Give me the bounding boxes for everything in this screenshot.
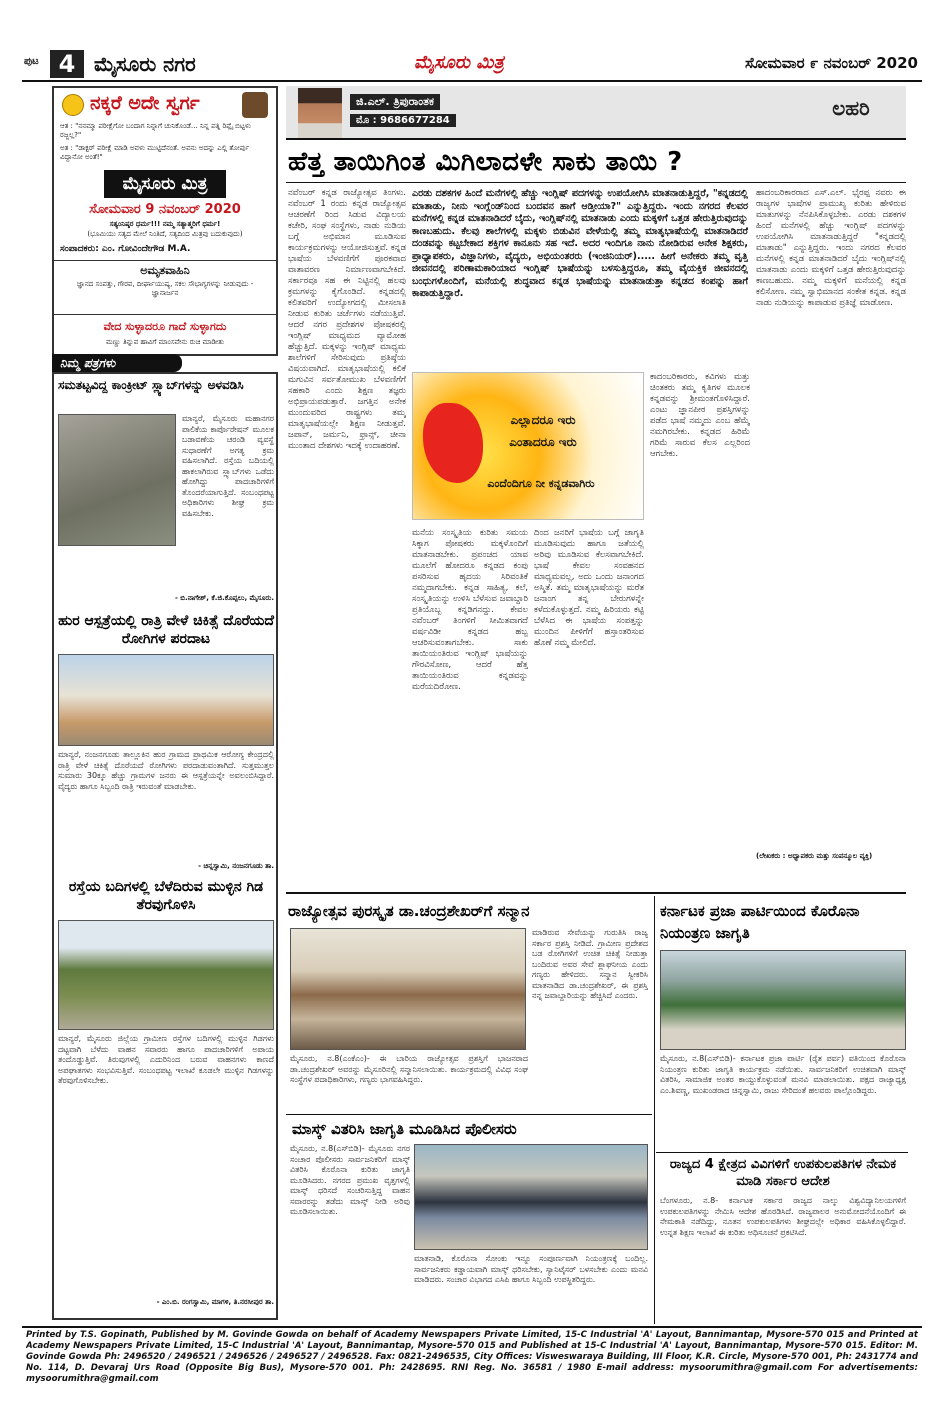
divider	[286, 1114, 652, 1115]
paper-box-tagline-2: (ಭೂಮಿಯು ಸತ್ಯದ ಮೇಲೆ ನಿಂತಿದೆ, ಸತ್ಯದಿಂದ ಮಿತ್ರವು ಬದುಕುವುದು)	[87, 230, 243, 238]
news-2-body: ಮೈಸೂರು, ನ.8(ಎಸ್‌ಬಿಡಿ)- ಕರ್ನಾಟಕ ಪ್ರಜಾ ಪಾರ್ಟಿ (ರೈತ ಪರ್ವ) ವತಿಯಿಂದ ಕೊರೊನಾ ನಿಯಂತ್ರಣ ಕುರಿತು ಜಾಗೃತಿ ಕಾರ್ಯಕ್ರಮ ನಡೆಯಿತು. ಸಾರ್ವಜನಿಕರಿಗೆ ಉಚಿತವಾಗಿ ಮಾಸ್ಕ್ ವಿತರಿಸಿ, ಸಾಮಾಜಿಕ ಅಂತರ ಕಾಯ್ದುಕೊಳ್ಳುವಂತೆ ಮನವಿ ಮಾಡಲಾಯಿತು. ಪಕ್ಷದ ರಾಜ್ಯಾಧ್ಯಕ್ಷ ಎಂ.ಶಿವಣ್ಣ, ಮುಖಂಡರಾದ ಚಿನ್ನಸ್ವಾಮಿ, ರಾಜು ಸೇರಿದಂತೆ ಹಲವರು ಪಾಲ್ಗೊಂಡಿದ್ದರು.	[660, 1054, 906, 1095]
letter-1-headline: ಸಮತಟ್ಟವಿದ್ದ ಕಾಂಕ್ರೀಟ್ ಸ್ಲ್ಯಾಬ್‌ಗಳನ್ನು ಅಳವಡಿಸಿ	[58, 378, 244, 392]
column-author-note: (ಲೇಖಕರು : ಅಧ್ಯಾಪಕರು ಮತ್ತು ಸಂಪನ್ಮೂಲ ವ್ಯಕ್ತಿ)	[756, 852, 873, 860]
kannada-graphic	[412, 372, 644, 520]
news-4-body-2: ಮಾತನಾಡಿ, ಕೊರೊನಾ ಸೋಂಕು ಇನ್ನೂ ಸಂಪೂರ್ಣವಾಗಿ ನಿಯಂತ್ರಣಕ್ಕೆ ಬಂದಿಲ್ಲ. ಸಾರ್ವಜನಿಕರು ಕಡ್ಡಾಯವಾಗಿ ಮಾಸ್ಕ್ ಧರಿಸಬೇಕು, ಸ್ಯಾನಿಟೈಸರ್ ಬಳಸಬೇಕು ಎಂದು ಮನವಿ ಮಾಡಿದರು. ಸಂಚಾರ ವಿಭಾಗದ ಎಸಿಪಿ ಹಾಗೂ ಸಿಬ್ಬಂದಿ ಉಪಸ್ಥಿತರಿದ್ದರು.	[414, 1254, 648, 1284]
news-3-body: ಬೆಂಗಳೂರು, ನ.8- ಕರ್ನಾಟಕ ಸರ್ಕಾರ ರಾಜ್ಯದ ನಾಲ್ಕು ವಿಶ್ವವಿದ್ಯಾನಿಲಯಗಳಿಗೆ ಉಪಕುಲಪತಿಗಳನ್ನು ನೇಮಿಸಿ ಆದೇಶ ಹೊರಡಿಸಿದೆ. ರಾಜ್ಯಪಾಲರ ಅನುಮೋದನೆಯೊಂದಿಗೆ ಈ ನೇಮಕಾತಿ ನಡೆದಿದ್ದು, ನೂತನ ಉಪಕುಲಪತಿಗಳು ಶೀಘ್ರದಲ್ಲೇ ಅಧಿಕಾರ ವಹಿಸಿಕೊಳ್ಳಲಿದ್ದಾರೆ. ಉನ್ನತ ಶಿಕ್ಷಣ ಇಲಾಖೆ ಈ ಕುರಿತು ಅಧಿಸೂಚನೆ ಪ್ರಕಟಿಸಿದೆ.	[660, 1196, 906, 1237]
section-title: ಮೈಸೂರು ನಗರ	[94, 52, 196, 76]
column-body-4: ಕಾದಂಬರಿಕಾರರು, ಕವಿಗಳು ಮತ್ತು ಚಿಂತಕರು ತಮ್ಮ ಕೃತಿಗಳ ಮೂಲಕ ಕನ್ನಡವನ್ನು ಶ್ರೀಮಂತಗೊಳಿಸಿದ್ದಾರೆ. ಎಂಟು ಜ್ಞಾನಪೀಠ ಪ್ರಶಸ್ತಿಗಳನ್ನು ಪಡೆದ ಭಾಷೆ ನಮ್ಮದು ಎಂಬ ಹೆಮ್ಮೆ ನಮಗಿರಬೇಕು. ಕನ್ನಡದ ಹಿರಿಮೆ ಗರಿಮೆ ಸಾರುವ ಕೆಲಸ ಎಲ್ಲರಿಂದ ಆಗಬೇಕು.	[650, 372, 750, 459]
news-1-body-2: ಮಾಡಿರುವ ಸೇವೆಯನ್ನು ಗುರುತಿಸಿ ರಾಜ್ಯ ಸರ್ಕಾರ ಪ್ರಶಸ್ತಿ ನೀಡಿದೆ. ಗ್ರಾಮೀಣ ಪ್ರದೇಶದ ಬಡ ರೋಗಿಗಳಿಗೆ ಉಚಿತ ಚಿಕಿತ್ಸೆ ನೀಡುತ್ತಾ ಬಂದಿರುವ ಅವರ ಸೇವೆ ಶ್ಲಾಘನೀಯ ಎಂದು ಗಣ್ಯರು ಹೇಳಿದರು. ಸನ್ಮಾನ ಸ್ವೀಕರಿಸಿ ಮಾತನಾಡಿದ ಡಾ.ಚಂದ್ರಶೇಖರ್, ಈ ಪ್ರಶಸ್ತಿ ನನ್ನ ಜವಾಬ್ದಾರಿಯನ್ನು ಹೆಚ್ಚಿಸಿದೆ ಎಂದರು.	[532, 928, 648, 1000]
joke-title: ನಕ್ಕರೆ ಅದೇ ಸ್ವರ್ಗ	[90, 92, 200, 114]
news-1-headline: ರಾಜ್ಯೋತ್ಸವ ಪುರಸ್ಕೃತ ಡಾ.ಚಂದ್ರಶೇಖರ್‌ಗೆ ಸನ್ಮಾನ	[288, 902, 530, 920]
divider	[656, 1152, 908, 1153]
news-4-photo	[414, 1144, 648, 1250]
column-body-5: ಹಾದಂಬರಿಕಾರರಾದ ಎಸ್.ಎಲ್. ಭೈರಪ್ಪ ನವರು ಈ ರಾಜ್ಯಗಳ ಭಾಷೆಗಳ ಪ್ರಾಮುಖ್ಯ ಕುರಿತು ಹೇಳಿರುವ ಮಾತುಗಳನ್ನು ನೆನಪಿಸಿಕೊಳ್ಳಬೇಕು. ಎರಡು ದಶಕಗಳ ಹಿಂದೆ ಮನೆಗಳಲ್ಲಿ ಹೆಚ್ಚು ಇಂಗ್ಲಿಷ್ ಪದಗಳನ್ನು ಉಪಯೋಗಿಸಿ ಮಾತನಾಡುತ್ತಿದ್ದರೆ "ಕನ್ನಡದಲ್ಲಿ ಮಾತಾಡು" ಎನ್ನುತ್ತಿದ್ದರು. ಇಂದು ನಗರದ ಕೆಲವರ ಮನೆಗಳಲ್ಲಿ ಕನ್ನಡ ಮಾತನಾಡಿದರೆ ಬೈದು ಇಂಗ್ಲಿಷ್‌ನಲ್ಲಿ ಮಾತನಾಡು ಎಂದು ಮಕ್ಕಳಿಗೆ ಒತ್ತಡ ಹೇರುತ್ತಿರುವುದನ್ನು ಕಾಣಬಹುದು. ನಮ್ಮ ಮಕ್ಕಳಿಗೆ ಮನೆಯಲ್ಲಿ ಕನ್ನಡ ಕಲಿಸೋಣ. ನಮ್ಮ ಸ್ವಾಭಿಮಾನದ ಸಂಕೇತ ಕನ್ನಡ. ಕನ್ನಡ ನಾಡು ನುಡಿಯನ್ನು ಕಾಪಾಡುವ ಪ್ರತಿಜ್ಞೆ ಮಾಡೋಣ.	[756, 188, 906, 308]
news-2-photo	[660, 950, 906, 1050]
column-headline: ಹೆತ್ತ ತಾಯಿಗಿಂತ ಮಿಗಿಲಾದಳೇ ಸಾಕು ತಾಯಿ ?	[288, 147, 683, 177]
proverb-text: ಮಣ್ಣು ತಿನ್ನುವ ಹಾವಿಗೆ ಮಾಂಸವೇನು ರುಚಿ ಮಾಡೀತು	[105, 338, 225, 346]
joke-line-1: ಆತ : "ನನಮ್ಮಾ ಪರೀಕ್ಷೆಗೋ ಬಂದಾಗ ನಿನ್ನಾಗೆ ಚುನಿಕೊಂಡೆ… ನಿನ್ನ ಪತ್ನಿ ರಿಪ್ಲೈ ಬಿಟ್ಟಳು ರಜ್ಜಲ್ಲ?"	[60, 122, 251, 139]
masthead-rule	[22, 80, 922, 82]
amrita-title: ಅಮೃತವಾಹಿನಿ	[140, 264, 190, 277]
column-body-2: ಮನೆಯ ಸಂಸ್ಕೃತಿಯ ಕುರಿತು ಸಮಯ ಸಿಕ್ಕಾಗ ಪೋಷಕರು ಮಕ್ಕಳೊಂದಿಗೆ ಮಾತನಾಡಬೇಕು. ಪ್ರಪಂಚದ ಯಾವ ಮೂಲೆಗೆ ಹೋದರೂ ಕನ್ನಡದ ಕಂಪು ಪಸರಿಸುವ ಹೃದಯ ಸಿರಿವಂತಿಕೆ ನಮ್ಮದಾಗಬೇಕು. ಕನ್ನಡ ಸಾಹಿತ್ಯ, ಕಲೆ, ಸಂಸ್ಕೃತಿಯನ್ನು ಉಳಿಸಿ ಬೆಳೆಸುವ ಜವಾಬ್ದಾರಿ ಪ್ರತಿಯೊಬ್ಬ ಕನ್ನಡಿಗನದ್ದು. ಕೇವಲ ನವೆಂಬರ್ ತಿಂಗಳಿಗೆ ಸೀಮಿತವಾಗದೆ ವರ್ಷವಿಡೀ ಕನ್ನಡದ ಹಬ್ಬ ಆಚರಿಸುವಂತಾಗಬೇಕು. ಸಾಕು ತಾಯಿಯಂತಿರುವ ಇಂಗ್ಲಿಷ್ ಭಾಷೆಯನ್ನು ಗೌರವಿಸೋಣ, ಆದರೆ ಹೆತ್ತ ತಾಯಿಯಂತಿರುವ ಕನ್ನಡವನ್ನು ಮರೆಯದಿರೋಣ.	[412, 528, 528, 692]
news-3-headline: ರಾಜ್ಯದ 4 ಕ್ಷೇತ್ರದ ವಿವಿಗಳಿಗೆ ಉಪಕುಲಪತಿಗಳ ನೇಮಕ ಮಾಡಿ ಸರ್ಕಾರ ಆದೇಶ	[669, 1157, 897, 1189]
news-1-body: ಮೈಸೂರು, ನ.8(ಎಂಕೆಎಂ)- ಈ ಬಾರಿಯ ರಾಜ್ಯೋತ್ಸವ ಪ್ರಶಸ್ತಿಗೆ ಭಾಜನರಾದ ಡಾ.ಚಂದ್ರಶೇಖರ್ ಅವರನ್ನು ಮೈಸೂರಿನಲ್ಲಿ ಸನ್ಮಾನಿಸಲಾಯಿತು. ಕಾರ್ಯಕ್ರಮದಲ್ಲಿ ವಿವಿಧ ಸಂಘ ಸಂಸ್ಥೆಗಳ ಪದಾಧಿಕಾರಿಗಳು, ಗಣ್ಯರು ಭಾಗವಹಿಸಿದ್ದರು.	[290, 1054, 528, 1084]
letter-3-headline: ರಸ್ತೆಯ ಬದಿಗಳಲ್ಲಿ ಬೆಳೆದಿರುವ ಮುಳ್ಳಿನ ಗಿಡ ತೆರವುಗೊಳಿಸಿ	[68, 879, 264, 913]
letters-section	[52, 372, 278, 1320]
letters-tag-label: ನಿಮ್ಮ ಪತ್ರಗಳು	[60, 356, 116, 370]
column-bottom-rule	[286, 892, 906, 894]
author-name: ಜಿ.ಎಲ್. ತ್ರಿಪುರಾಂತಕ	[350, 94, 440, 110]
news-4-headline: ಮಾಸ್ಕ್ ವಿತರಿಸಿ ಜಾಗೃತಿ ಮೂಡಿಸಿದ ಪೊಲೀಸರು	[292, 1120, 517, 1138]
page-number: 4	[50, 50, 84, 78]
paper-name: ಮೈಸೂರು ಮಿತ್ರ	[414, 52, 504, 73]
paper-box-date: ಸೋಮವಾರ 9 ನವಂಬರ್ 2020	[89, 202, 241, 217]
footer-rule	[22, 1326, 922, 1328]
graphic-line-3: ಎಂದೆಂದಿಗೂ ನೀ ಕನ್ನಡವಾಗಿರು	[487, 477, 595, 490]
letter-2-headline: ಹುರ ಆಸ್ಪತ್ರೆಯಲ್ಲಿ ರಾತ್ರಿ ವೇಳೆ ಚಿಕಿತ್ಸೆ ದೊರೆಯದೆ ರೋಗಿಗಳ ಪರದಾಟ	[58, 613, 274, 647]
laughing-face-icon	[62, 94, 84, 116]
footer-imprint: Printed by T.S. Gopinath, Published by M. Govinde Gowda on behalf of Academy Newspapers Private Limited, 15-C Industrial 'A' Layout, Bannimantap, Mysore-570 015 and Printed at Academy Newspapers Private Limited, 15-C Industrial 'A' Layout, Bannimantap, Mysore-570 015 and Published at 15-C Industrial 'A' Layout, Bannimantap, Mysore-570 015. Editor: M. Govinde Gowda Ph: 2496520 / 2496521 / 2496526 / 2496527 / 2496528. Fax: 0821-2496535, City Offices: Visweswaraya Building, III Floor, K.R. Circle, Mysore-570 001, Ph: 2431774 and No. 114, D. Devaraj Urs Road (Opposite Big Bus), Mysore-570 001. Ph: 2428695. RNI Reg. No. 36581 / 1980 E-mail address: mysoorumithra@gmail.com For advertisements: mysoorumithra@gmail.com	[26, 1330, 918, 1384]
column-name: ಲಹರಿ	[832, 96, 870, 120]
paper-box-name: ಮೈಸೂರು ಮಿತ್ರ	[122, 174, 208, 194]
news-2-headline: ಕರ್ನಾಟಕ ಪ್ರಜಾ ಪಾರ್ಟಿಯಿಂದ ಕೊರೊನಾ ನಿಯಂತ್ರಣ ಜಾಗೃತಿ	[660, 902, 860, 942]
letter-2-photo	[58, 654, 274, 746]
column-body-3: ದಿಂದ ಜನರಿಗೆ ಭಾಷೆಯ ಬಗ್ಗೆ ಜಾಗೃತಿ ಮೂಡಿಸುವುದು ಹಾಗೂ ಜತೆಯಲ್ಲಿ ಅರಿವು ಮೂಡಿಸುವ ಕೆಲಸವಾಗಬೇಕಿದೆ. ಭಾಷೆ ಕೇವಲ ಸಂವಹನದ ಮಾಧ್ಯಮವಲ್ಲ, ಅದು ಒಂದು ಜನಾಂಗದ ಅಸ್ಮಿತೆ. ತಮ್ಮ ಮಾತೃಭಾಷೆಯನ್ನು ಮರೆತ ಜನಾಂಗ ತನ್ನ ಬೇರುಗಳನ್ನೇ ಕಳೆದುಕೊಳ್ಳುತ್ತದೆ. ನಮ್ಮ ಹಿರಿಯರು ಕಟ್ಟಿ ಬೆಳೆಸಿದ ಈ ಭಾಷೆಯ ಸಂಪತ್ತನ್ನು ಮುಂದಿನ ಪೀಳಿಗೆಗೆ ಹಸ್ತಾಂತರಿಸುವ ಹೊಣೆ ನಮ್ಮ ಮೇಲಿದೆ.	[534, 528, 644, 648]
graphic-line-2: ಎಂತಾದರೂ ಇರು	[509, 435, 577, 449]
letter-2-body: ಮಾನ್ಯರೆ, ನಂಜನಗೂಡು ತಾಲ್ಲೂಕಿನ ಹುರ ಗ್ರಾಮದ ಪ್ರಾಥಮಿಕ ಆರೋಗ್ಯ ಕೇಂದ್ರದಲ್ಲಿ ರಾತ್ರಿ ವೇಳೆ ಚಿಕಿತ್ಸೆ ದೊರೆಯದೆ ರೋಗಿಗಳು ಪರದಾಡುವಂತಾಗಿದೆ. ಸುತ್ತಮುತ್ತಲ ಸುಮಾರು 30ಕ್ಕೂ ಹೆಚ್ಚು ಗ್ರಾಮಗಳ ಜನರು ಈ ಆಸ್ಪತ್ರೆಯನ್ನೇ ಅವಲಂಬಿಸಿದ್ದಾರೆ. ವೈದ್ಯರು ಹಾಗೂ ಸಿಬ್ಬಂದಿ ರಾತ್ರಿ ಇರುವಂತೆ ಮಾಡಬೇಕು.	[58, 750, 274, 791]
news-4-body: ಮೈಸೂರು, ನ.8(ಎಸ್‌ಬಿಡಿ)- ಮೈಸೂರು ನಗರ ಸಂಚಾರ ಪೊಲೀಸರು ಸಾರ್ವಜನಿಕರಿಗೆ ಮಾಸ್ಕ್ ವಿತರಿಸಿ ಕೊರೊನಾ ಕುರಿತು ಜಾಗೃತಿ ಮೂಡಿಸಿದರು. ನಗರದ ಪ್ರಮುಖ ವೃತ್ತಗಳಲ್ಲಿ ಮಾಸ್ಕ್ ಧರಿಸದೆ ಸಂಚರಿಸುತ್ತಿದ್ದ ವಾಹನ ಸವಾರರನ್ನು ತಡೆದು ಮಾಸ್ಕ್ ನೀಡಿ ಅರಿವು ಮೂಡಿಸಲಾಯಿತು.	[290, 1144, 410, 1216]
letter-3-signature: - ಎಂ.ಬಿ. ರಂಗಸ್ವಾಮಿ, ಮಾಗಳಿ, ತಿ.ನರಸೀಪುರ ತಾ.	[156, 1298, 274, 1306]
author-mobile: ಮೊ : 9686677284	[350, 114, 456, 127]
column-intro-box	[412, 188, 748, 364]
letter-3-body: ಮಾನ್ಯರೆ, ಮೈಸೂರು ಜಿಲ್ಲೆಯ ಗ್ರಾಮೀಣ ರಸ್ತೆಗಳ ಬದಿಗಳಲ್ಲಿ ಮುಳ್ಳಿನ ಗಿಡಗಳು ದಟ್ಟವಾಗಿ ಬೆಳೆದು ವಾಹನ ಸವಾರರು ಹಾಗೂ ಪಾದಚಾರಿಗಳಿಗೆ ಅಪಾಯ ತಂದೊಡ್ಡುತ್ತಿವೆ. ತಿರುವುಗಳಲ್ಲಿ ಎದುರಿನಿಂದ ಬರುವ ವಾಹನಗಳು ಕಾಣದೆ ಅಪಘಾತಗಳು ಸಂಭವಿಸುತ್ತಿವೆ. ಸಂಬಂಧಪಟ್ಟ ಇಲಾಖೆ ಕೂಡಲೇ ಮುಳ್ಳಿನ ಗಿಡಗಳನ್ನು ತೆರವುಗೊಳಿಸಬೇಕು.	[58, 1034, 274, 1085]
page-label: ಪುಟ	[24, 56, 39, 67]
amrita-text: ಜ್ಞಾನದ ಸಂಪತ್ತು, ಗೌರವ, ದೀರ್ಘಾಯುಷ್ಯ, ಸಕಲ ಸೌಭಾಗ್ಯಗಳನ್ನು ನೀಡುವುದು - ಜ್ಞಾನಾರ್ಜನ	[76, 280, 254, 297]
joke-box	[52, 86, 278, 356]
cartoon-icon	[242, 92, 268, 118]
divider	[54, 260, 276, 261]
joke-line-2: ಅತ : "ಡಾಕ್ಟರ್ ಪರೀಕ್ಷೆ ಮಾಡಿ ಅವಳು ಮುಟ್ಟಿದೆನಂತೆ. ಅವನು ಅದನ್ನು ಎಲ್ಲಿ ತೋರ್ಪು ವಿದ್ದಾನೋ ಅಂತೆ!"	[60, 144, 250, 161]
column-intro: ಎರಡು ದಶಕಗಳ ಹಿಂದೆ ಮನೆಗಳಲ್ಲಿ ಹೆಚ್ಚು ಇಂಗ್ಲಿಷ್ ಪದಗಳನ್ನು ಉಪಯೋಗಿಸಿ ಮಾತನಾಡುತ್ತಿದ್ದರೆ, "ಕನ್ನಡದಲ್ಲಿ ಮಾತಾಡು, ನೀನು ಇಂಗ್ಲೆಂಡ್‌ನಿಂದ ಬಂದವನ ಹಾಗೆ ಆಡ್ತೀಯಾ?" ಎನ್ನುತ್ತಿದ್ದರು. ಇಂದು ನಗರದ ಕೆಲವರ ಮನೆಗಳಲ್ಲಿ ಕನ್ನಡ ಮಾತನಾಡಿದರೆ ಬೈದು, ಇಂಗ್ಲಿಷ್‌ನಲ್ಲಿ ಮಾತನಾಡು ಎಂದು ಮಕ್ಕಳಿಗೆ ಒತ್ತಡ ಹೇರುತ್ತಿರುವುದನ್ನು ಕಾಣಬಹುದು. ಕೆಲವು ಶಾಲೆಗಳಲ್ಲಿ ಮಕ್ಕಳು ಬಿಡುವಿನ ವೇಳೆಯಲ್ಲಿ ತಮ್ಮ ಮಾತೃಭಾಷೆಯಲ್ಲಿ ಮಾತನಾಡಿದರೆ ದಂಡವನ್ನು ಕಟ್ಟಬೇಕಾದ ಶಕ್ತಿಗಳ ಕಾನೂನು ಸಹ ಇದೆ. ಅದರ ಇಂದಿಗೂ ನಾನು ನೋಡಿರುವ ಅನೇಕ ಶಿಕ್ಷಕರು, ಪ್ರಾಧ್ಯಾಪಕರು, ವಿಜ್ಞಾನಿಗಳು, ವೈದ್ಯರು, ಅಭಿಯಂತರರು (ಇಂಜಿನಿಯರ್)..... ಹೀಗೆ ಅನೇಕರು ತಮ್ಮ ವೃತ್ತಿ ಜೀವನದಲ್ಲಿ ಪರಿಣಾಮಕಾರಿಯಾದ ಇಂಗ್ಲಿಷ್ ಭಾಷೆಯನ್ನು ಬಳಸುತ್ತಿದ್ದರೂ, ತಮ್ಮ ವೈಯಕ್ತಿಕ ಜೀವನದಲ್ಲಿ ಬಂಧುಗಳೊಂದಿಗೆ, ಮನೆಯಲ್ಲಿ ಶುದ್ಧವಾದ ಕನ್ನಡ ಭಾಷೆಯನ್ನು ಮಾತನಾಡುತ್ತಾ ಕನ್ನಡದ ಕಂಪನ್ನು ಹಾಗೆ ಕಾಪಾಡುತ್ತಿದ್ದಾರೆ.	[412, 188, 748, 299]
letter-3-photo	[58, 920, 274, 1030]
paper-box	[104, 170, 226, 198]
column-body-1: ನವೆಂಬರ್ ಕನ್ನಡ ರಾಜ್ಯೋತ್ಸವ ತಿಂಗಳು. ನವೆಂಬರ್ 1 ರಂದು ಕನ್ನಡ ರಾಜ್ಯೋತ್ಸವ ಆಚರಣೆಗೆ ರಿಂದ ಸಿಡುವ ವಿದ್ಯಾಲಯ ಕಚೇರಿ, ಸಂಘ ಸಂಸ್ಥೆಗಳು, ನಾಡು ನುಡಿಯ ಬಗ್ಗೆ ಅಭಿಮಾನ ಮೂಡಿಸುವ ಕಾರ್ಯಕ್ರಮಗಳನ್ನು ಆಯೋಜಿಸುತ್ತವೆ. ಕನ್ನಡ ಭಾಷೆಯ ಬೆಳವಣಿಗೆಗೆ ಪೂರಕವಾದ ವಾತಾವರಣ ನಿರ್ಮಾಣವಾಗಬೇಕಿದೆ. ಸರ್ಕಾರವೂ ಸಹ ಈ ನಿಟ್ಟಿನಲ್ಲಿ ಹಲವು ಕ್ರಮಗಳನ್ನು ಕೈಗೊಂಡಿದೆ. ಕನ್ನಡದಲ್ಲಿ ಕಲಿತವರಿಗೆ ಉದ್ಯೋಗದಲ್ಲಿ ಮೀಸಲಾತಿ ನೀಡುವ ಕುರಿತು ಚರ್ಚೆಗಳು ನಡೆಯುತ್ತಿವೆ. ಆದರೆ ನಗರ ಪ್ರದೇಶಗಳ ಪೋಷಕರಲ್ಲಿ ಇಂಗ್ಲಿಷ್ ಮಾಧ್ಯಮದ ವ್ಯಾಮೋಹ ಹೆಚ್ಚುತ್ತಿದೆ. ಮಕ್ಕಳನ್ನು ಇಂಗ್ಲಿಷ್ ಮಾಧ್ಯಮ ಶಾಲೆಗಳಿಗೆ ಸೇರಿಸುವುದು ಪ್ರತಿಷ್ಠೆಯ ವಿಷಯವಾಗಿದೆ. ಮಾತೃಭಾಷೆಯಲ್ಲಿ ಕಲಿಕೆ ಮಗುವಿನ ಸರ್ವತೋಮುಖ ಬೆಳವಣಿಗೆಗೆ ಸಹಕಾರಿ ಎಂದು ಶಿಕ್ಷಣ ತಜ್ಞರು ಅಭಿಪ್ರಾಯಪಡುತ್ತಾರೆ. ಜಗತ್ತಿನ ಅನೇಕ ಮುಂದುವರಿದ ರಾಷ್ಟ್ರಗಳು ತಮ್ಮ ಮಾತೃಭಾಷೆಯಲ್ಲೇ ಶಿಕ್ಷಣ ನೀಡುತ್ತವೆ. ಜಪಾನ್, ಜರ್ಮನಿ, ಫ್ರಾನ್ಸ್, ಚೀನಾ ಮುಂತಾದ ದೇಶಗಳು ಇದಕ್ಕೆ ಉದಾಹರಣೆ.	[288, 188, 406, 451]
proverb-title: ವೇದ ಸುಳ್ಳಾದರೂ ಗಾದೆ ಸುಳ್ಳಾಗದು	[103, 320, 227, 333]
divider	[54, 314, 276, 315]
graphic-line-1: ಎಲ್ಲಾದರೂ ಇರು	[510, 413, 576, 427]
paper-box-tagline-1: ಸತ್ಯಂನಿಷ್ಠರ ಧರ್ಮ!!! ನಮ್ಮ ಸತ್ಯಾತ್ಮರಿಗೆ ಧರ್ಮ!	[109, 220, 221, 228]
author-photo	[298, 88, 342, 138]
letter-2-signature: - ಚಿನ್ನಸ್ವಾಮಿ, ನಂಜನಗೂಡು ತಾ.	[198, 862, 274, 870]
letters-tag	[52, 354, 182, 372]
column-header	[286, 86, 906, 140]
editor-line: ಸಂಪಾದಕರು: ಎಂ. ಗೋವಿಂದೇಗೌಡ M.A.	[60, 244, 191, 254]
letter-1-body: ಮಾನ್ಯರೆ, ಮೈಸೂರು ಮಹಾನಗರ ಪಾಲಿಕೆಯ ಕಾರ್ಪೊರೇಷನ್ ಮೂಲಕ ಬಡಾವಣೆಯ ಚರಂಡಿ ವ್ಯವಸ್ಥೆ ಸುಧಾರಣೆಗೆ ಅಗತ್ಯ ಕ್ರಮ ವಹಿಸಲಾಗಿದೆ. ರಸ್ತೆಯ ಬದಿಯಲ್ಲಿ ಹಾಕಲಾಗಿರುವ ಸ್ಲ್ಯಾಬ್‌ಗಳು ಒಡೆದು ಹೋಗಿದ್ದು ಪಾದಚಾರಿಗಳಿಗೆ ತೊಂದರೆಯಾಗುತ್ತಿದೆ. ಸಂಬಂಧಪಟ್ಟ ಅಧಿಕಾರಿಗಳು ಶೀಘ್ರ ಕ್ರಮ ವಹಿಸಬೇಕು.	[182, 414, 274, 518]
divider	[654, 896, 655, 1324]
issue-date: ಸೋಮವಾರ ೯ ನವಂಬರ್ 2020	[745, 54, 918, 72]
news-1-photo	[290, 928, 526, 1050]
letter-1-signature: - ಬಿ.ನಾಗೇಶ್, ಕೆ.ಜಿ.ಕೊಪ್ಪಲು, ಮೈಸೂರು.	[174, 594, 274, 602]
letter-1-photo	[58, 414, 176, 546]
masthead	[22, 50, 922, 80]
headline-rule	[286, 182, 906, 183]
